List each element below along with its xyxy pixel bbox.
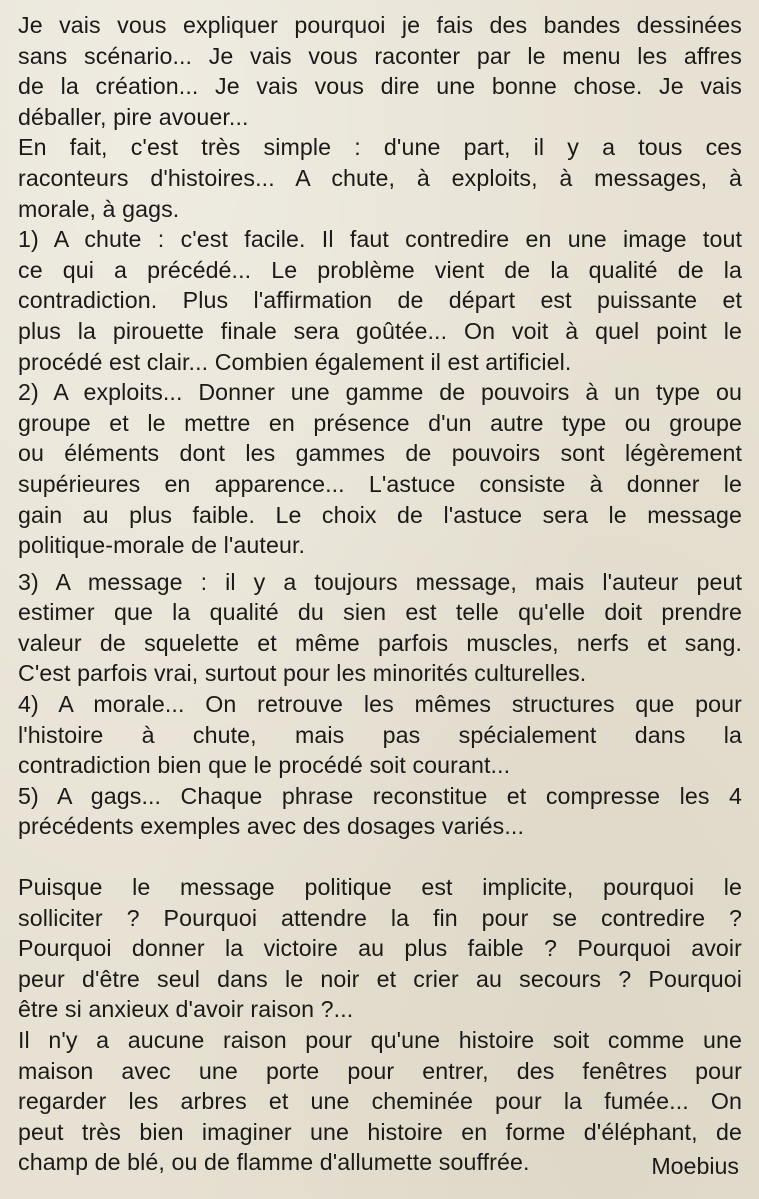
text-line: gain au plus faible. Le choix de l'astuce sera le message (18, 501, 742, 528)
text-line: ce qui a précédé... Le problème vient de la qualité de la (18, 256, 742, 283)
text-line: ou éléments dont les gammes de pouvoirs sont légèrement (18, 440, 742, 467)
text-line: Puisque le message politique est implicite, pourquoi le (18, 874, 742, 901)
list-item-chute (18, 224, 742, 377)
text-line: solliciter ? Pourquoi attendre la fin pour se contredire ? (18, 904, 742, 931)
text-line: groupe et le mettre en présence d'un autre type ou groupe (18, 409, 742, 436)
text-line: maison avec une porte pour entrer, des fenêtres pour (18, 1057, 742, 1084)
text-line: sans scénario... Je vais vous raconter par le menu les affres (18, 42, 742, 69)
text-line: valeur de squelette et même parfois muscles, nerfs et sang. (18, 629, 742, 656)
text-line: de la création... Je vais vous dire une bonne chose. Je vais (18, 73, 742, 100)
list-item-gags (18, 781, 742, 842)
text-line: Pourquoi donner la victoire au plus faible ? Pourquoi avoir (18, 935, 742, 962)
text-line: champ de blé, ou de flamme d'allumette souffrée. (18, 1149, 530, 1176)
paragraph-house (18, 1025, 742, 1178)
text-line: morale, à gags. (18, 195, 180, 222)
text-line: supérieures en apparence... L'astuce consiste à donner le (18, 470, 742, 497)
paragraph-storytellers (18, 132, 742, 224)
text-line: raconteurs d'histoires... A chute, à exploits, à messages, à (18, 164, 742, 191)
text-line: En fait, c'est très simple : d'une part, il y a tous ces (18, 134, 742, 161)
text-line: peut très bien imaginer une histoire en forme d'éléphant, de (18, 1118, 742, 1145)
paragraph-questions (18, 872, 742, 1025)
text-line: plus la pirouette finale sera goûtée... On voit à quel point le (18, 317, 742, 344)
text-line: Je vais vous expliquer pourquoi je fais des bandes dessinées (18, 12, 742, 38)
paragraph-gap (18, 842, 742, 872)
text-line: 4) A morale... On retrouve les mêmes structures que pour (18, 691, 742, 718)
text-line: 2) A exploits... Donner une gamme de pouvoirs à un type ou (18, 379, 742, 406)
text-line: contradiction bien que le procédé soit courant... (18, 752, 511, 779)
text-line: procédé est clair... Combien également il est artificiel. (18, 348, 572, 375)
list-item-morale (18, 689, 742, 781)
text-line: estimer que la qualité du sien est telle qu'elle doit prendre (18, 599, 742, 626)
text-line: politique-morale de l'auteur. (18, 532, 306, 559)
text-line: 3) A message : il y a toujours message, mais l'auteur peut (18, 568, 742, 595)
text-line: 1) A chute : c'est facile. Il faut contredire en une image tout (18, 226, 742, 253)
text-line: Il n'y a aucune raison pour qu'une histoire soit comme une (18, 1027, 742, 1053)
article-body (18, 10, 742, 1178)
text-line: précédents exemples avec des dosages variés... (18, 813, 524, 840)
text-line: déballer, pire avouer... (18, 103, 249, 130)
list-item-message (18, 567, 742, 689)
text-line: 5) A gags... Chaque phrase reconstitue et compresse les 4 (18, 782, 742, 809)
text-line: l'histoire à chute, mais pas spécialement dans la (18, 721, 742, 748)
text-line: contradiction. Plus l'affirmation de départ est puissante et (18, 287, 742, 314)
text-line: regarder les arbres et une cheminée pour la fumée... On (18, 1088, 742, 1115)
list-item-exploits (18, 377, 742, 561)
paragraph-intro (18, 10, 742, 132)
text-line: être si anxieux d'avoir raison ?... (18, 996, 354, 1023)
text-line: peur d'être seul dans le noir et crier au secours ? Pourquoi (18, 965, 742, 992)
text-line: C'est parfois vrai, surtout pour les minorités culturelles. (18, 660, 587, 687)
author-signature: Moebius (651, 1153, 739, 1179)
